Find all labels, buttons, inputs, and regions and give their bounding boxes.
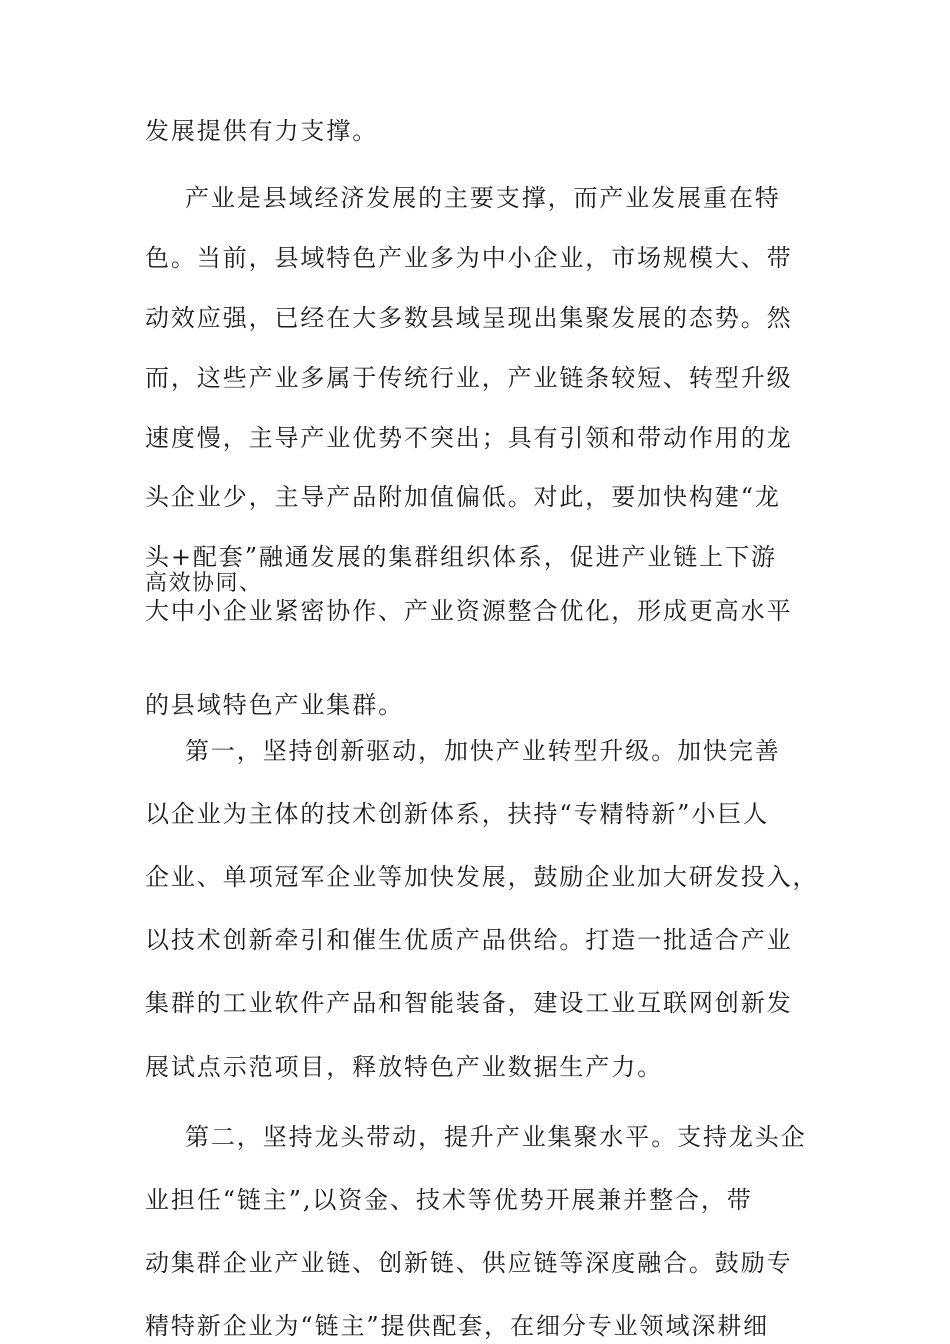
paragraph-1-line-6: 头企业少，主导产品附加值偏低。对此，要加快构建“龙: [145, 483, 781, 511]
text-line-1: 发展提供有力支撑。: [145, 117, 379, 145]
paragraph-2-line-1: 第一，坚持创新驱动，加快产业转型升级。加快完善: [185, 737, 781, 765]
paragraph-2-line-5: 集群的工业软件产品和智能装备，建设工业互联网创新发: [145, 989, 793, 1017]
paragraph-1-line-1: 产业是县域经济发展的主要支撑，而产业发展重在特: [185, 184, 781, 212]
paragraph-3-line-3: 动集群企业产业链、创新链、供应链等深度融合。鼓励专: [145, 1249, 793, 1277]
paragraph-2-line-6: 展试点示范项目，释放特色产业数据生产力。: [145, 1053, 663, 1081]
paragraph-1-line-8: 高效协同、: [145, 571, 263, 596]
paragraph-1-line-7: 头+配套”融通发展的集群组织体系，促进产业链上下游: [145, 543, 777, 571]
paragraph-1-line-10: 的县域特色产业集群。: [145, 691, 404, 719]
paragraph-2-line-4: 以技术创新牵引和催生优质产品供给。打造一批适合产业: [145, 926, 793, 954]
paragraph-2-line-2: 以企业为主体的技术创新体系，扶持“专精特新”小巨人: [145, 800, 770, 828]
paragraph-3-line-1: 第二，坚持龙头带动，提升产业集聚水平。支持龙头企: [185, 1123, 807, 1151]
paragraph-2-line-3: 企业、单项冠军企业等加快发展，鼓励企业加大研发投入，: [145, 863, 819, 891]
paragraph-3-line-4: 精特新企业为“链主”提供配套，在细分专业领域深耕细: [145, 1312, 770, 1340]
paragraph-3-line-2: 业担任“链主”,以资金、技术等优势开展兼并整合，带: [145, 1186, 753, 1214]
paragraph-1-line-9: 大中小企业紧密协作、产业资源整合优化，形成更高水平: [145, 597, 793, 625]
paragraph-1-line-3: 动效应强，已经在大多数县域呈现出集聚发展的态势。然: [145, 304, 793, 332]
paragraph-1-line-2: 色。当前，县域特色产业多为中小企业，市场规模大、带: [145, 244, 793, 272]
paragraph-1-line-5: 速度慢，主导产业优势不突出；具有引领和带动作用的龙: [145, 424, 793, 452]
paragraph-1-line-4: 而，这些产业多属于传统行业，产业链条较短、转型升级: [145, 364, 793, 392]
